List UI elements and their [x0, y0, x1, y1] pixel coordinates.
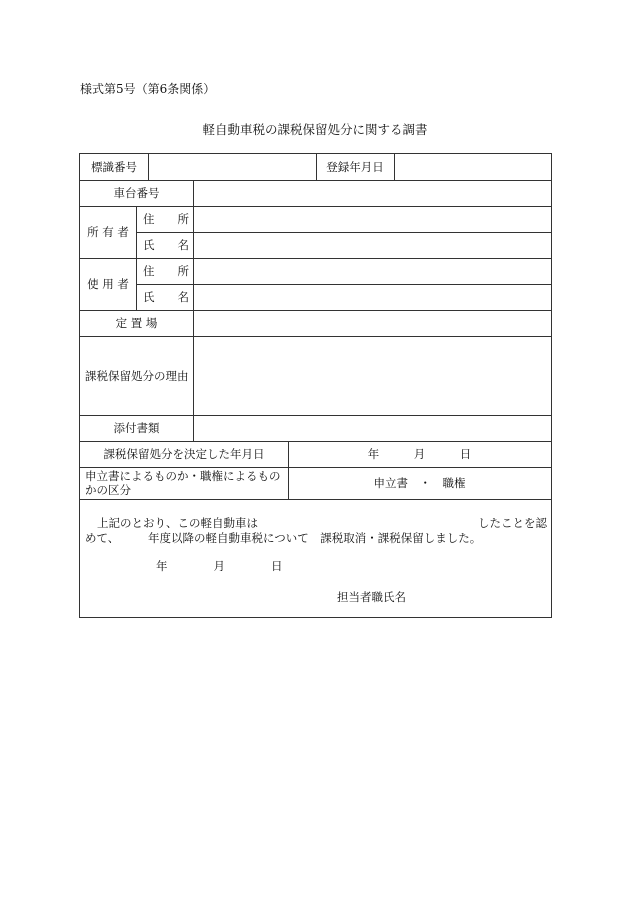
signature-label: 担当者職氏名 — [337, 590, 406, 604]
statement-line1-start: 上記のとおり、この軽自動車は — [97, 516, 258, 530]
storage-place-label: 定 置 場 — [115, 316, 158, 330]
survey-table — [79, 153, 552, 618]
row-divider — [136, 232, 551, 233]
owner-address-label: 住 所 — [143, 212, 189, 226]
form-number: 様式第5号（第6条関係） — [80, 82, 216, 96]
row-divider — [80, 310, 551, 311]
row-divider — [136, 284, 551, 285]
owner-label: 所 有 者 — [87, 225, 129, 239]
statement-line1-end: したことを認 — [478, 516, 547, 530]
user-name-label: 氏 名 — [143, 290, 189, 304]
owner-name-label: 氏 名 — [143, 238, 189, 252]
column-divider — [394, 154, 395, 180]
statement-date: 年 月 日 — [156, 559, 283, 573]
registration-date-label: 登録年月日 — [326, 160, 384, 174]
row-divider — [80, 499, 551, 500]
row-divider — [80, 467, 551, 468]
attachments-label: 添付書類 — [113, 421, 160, 435]
reason-label: 課税保留処分の理由 — [85, 369, 189, 383]
row-divider — [80, 258, 551, 259]
row-divider — [80, 206, 551, 207]
row-divider — [80, 180, 551, 181]
row-divider — [80, 441, 551, 442]
category-label: 申立書によるものか・職権によるものかの区分 — [85, 469, 281, 497]
category-value: 申立書 ・ 職権 — [373, 476, 466, 490]
decision-date-label: 課税保留処分を決定した年月日 — [103, 447, 265, 461]
column-divider — [148, 154, 149, 180]
row-divider — [80, 415, 551, 416]
row-divider — [80, 336, 551, 337]
user-label: 使 用 者 — [87, 277, 129, 291]
decision-date-value: 年 月 日 — [367, 447, 472, 461]
document-title: 軽自動車税の課税保留処分に関する調書 — [202, 122, 428, 137]
column-divider — [193, 180, 194, 441]
column-divider — [136, 206, 137, 310]
chassis-number-label: 車台番号 — [113, 186, 160, 200]
sign-number-label: 標識番号 — [91, 160, 137, 174]
statement-line2: めて、 年度以降の軽自動車税について 課税取消・課税保留しました。 — [85, 531, 482, 545]
user-address-label: 住 所 — [143, 264, 189, 278]
